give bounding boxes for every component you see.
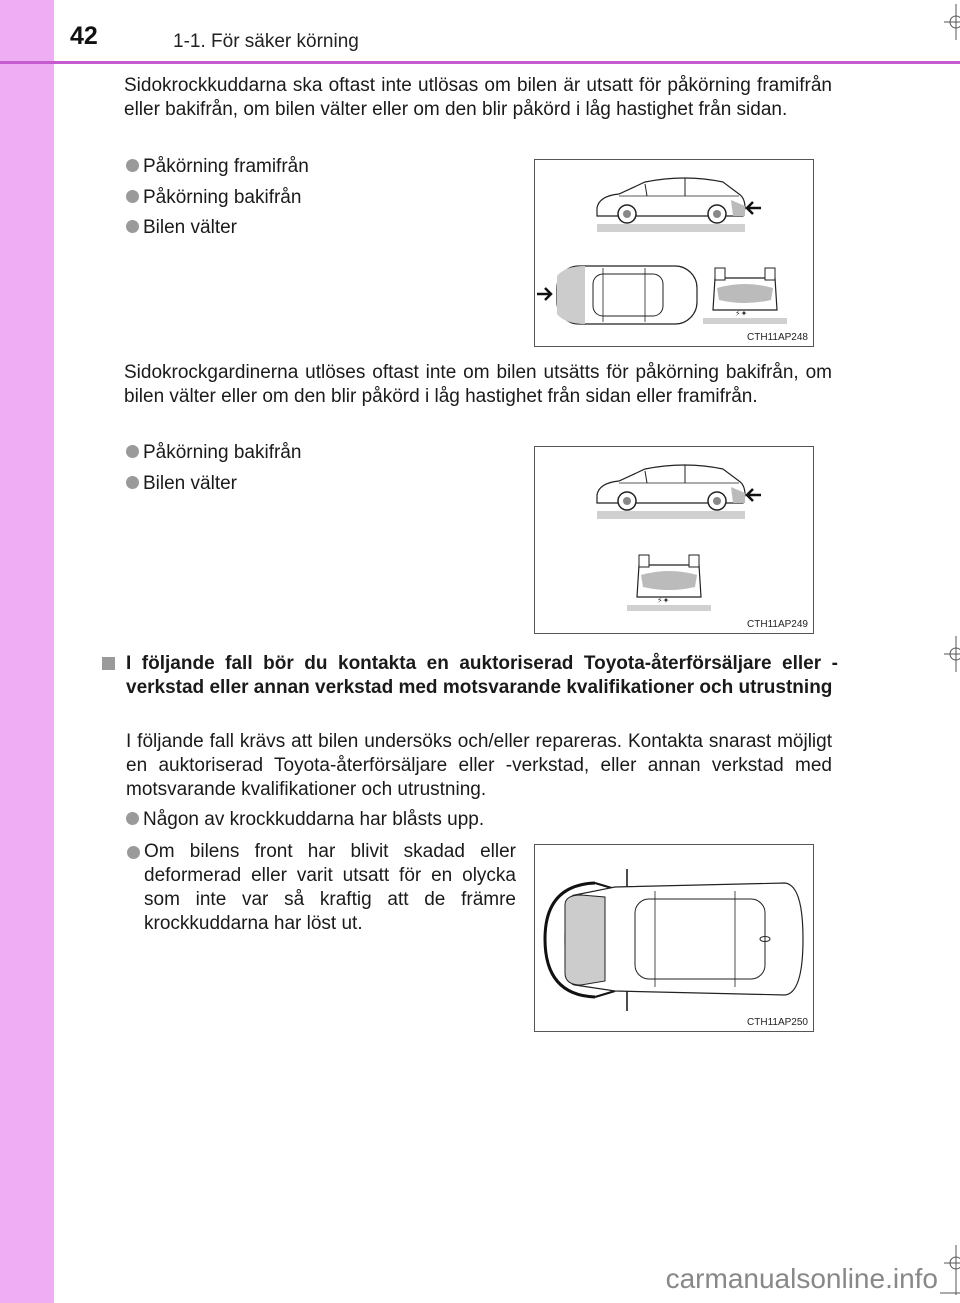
- svg-text:⚡✦: ⚡✦: [657, 596, 670, 605]
- registration-mark-top-right: [936, 4, 960, 40]
- svg-text:⚡✦: ⚡✦: [735, 309, 748, 318]
- subheading-contact-dealer: I följande fall bör du kontakta en auktoriserad Toyota-återförsäljare eller -verkstad eller annan verkstad med motsvarande kvalifikationer och utrustning: [126, 652, 838, 700]
- bullet-dot-icon: [126, 476, 139, 489]
- list-item: Påkörning bakifrån: [126, 186, 301, 210]
- bullet-dot-icon: [126, 190, 139, 203]
- list-item: Påkörning framifrån: [126, 155, 309, 179]
- car-collision-illustration: [535, 160, 813, 346]
- bullet-dot-icon: [126, 220, 139, 233]
- page-number: 42: [70, 22, 98, 50]
- header-rule: [0, 61, 960, 64]
- list-item: Bilen välter: [126, 216, 237, 240]
- figure-code: CTH11AP249: [747, 619, 808, 630]
- figure-code: CTH11AP248: [747, 332, 808, 343]
- paragraph-side-airbags: Sidokrockkuddarna ska oftast inte utlösas om bilen är utsatt för påkörning framifrån eller bakifrån, om bilen välter eller om den blir påkörd i låg hastighet från sidan.: [124, 75, 832, 120]
- paragraph-curtain-airbags: Sidokrockgardinerna utlöses oftast inte om bilen utsätts för påkörning bakifrån, om bilen välter eller om den blir påkörd i låg hastighet från sidan eller framifrån.: [124, 362, 832, 407]
- figure-curtain-airbag-cases: [534, 446, 814, 634]
- list-item: Bilen välter: [126, 472, 237, 496]
- registration-mark-bottom-right: [936, 1245, 960, 1295]
- car-top-view-illustration: [535, 845, 813, 1031]
- side-color-strip: [0, 0, 54, 1303]
- car-collision-illustration: [535, 447, 813, 633]
- list-item: Om bilens front har blivit skadad eller deformerad eller varit utsatt för en olycka som inte var så kraftig att de främre krockkuddarna har löst ut.: [144, 840, 516, 936]
- section-square-icon: [102, 657, 115, 670]
- section-title: 1-1. För säker körning: [173, 31, 359, 52]
- bullet-dot-icon: [127, 846, 140, 859]
- figure-side-airbag-cases: [534, 159, 814, 347]
- figure-front-damage-area: [534, 844, 814, 1032]
- list-item: Någon av krockkuddarna har blåsts upp.: [126, 808, 484, 832]
- list-item: Påkörning bakifrån: [126, 441, 301, 465]
- paragraph-inspection: I följande fall krävs att bilen undersöks och/eller repareras. Kontakta snarast möjligt en auktoriserad Toyota-återförsäljare eller -verkstad, eller annan verkstad med motsvarande kvalifikationer och utrustning.: [126, 731, 832, 800]
- bullet-dot-icon: [126, 445, 139, 458]
- watermark: carmanualsonline.info: [665, 1263, 938, 1294]
- registration-mark-mid-right: [936, 636, 960, 672]
- bullet-dot-icon: [126, 812, 139, 825]
- figure-code: CTH11AP250: [747, 1017, 808, 1028]
- bullet-dot-icon: [126, 159, 139, 172]
